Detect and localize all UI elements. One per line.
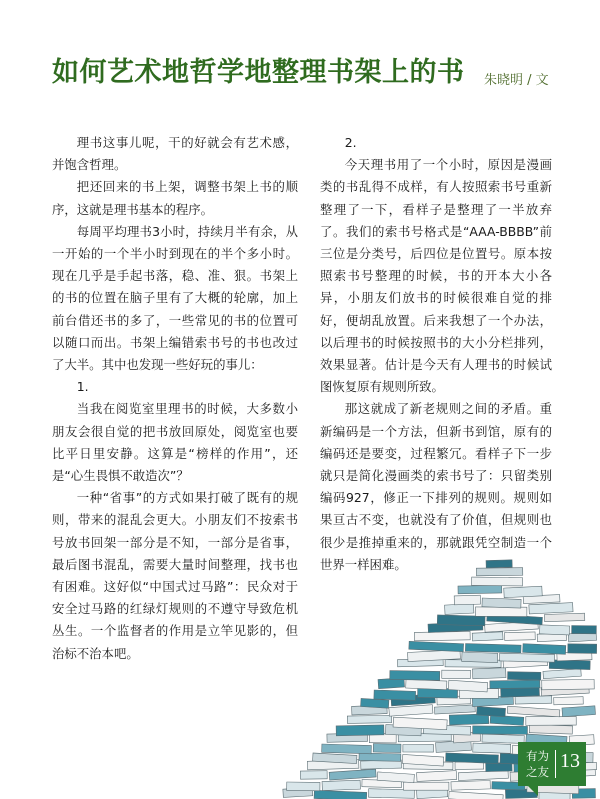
book-shape (549, 660, 590, 670)
paragraph: 理书这事儿呢，干的好就会有艺术感，并饱含哲理。 (52, 135, 298, 173)
book-shape (347, 715, 391, 723)
book-shape (507, 706, 560, 717)
book-shape (434, 705, 475, 714)
book-shape (529, 725, 572, 735)
book-shape (544, 613, 584, 621)
right-column (320, 132, 552, 576)
book-shape (473, 743, 511, 753)
book-shape (476, 568, 522, 576)
book-shape (403, 745, 434, 753)
book-shape (472, 632, 503, 641)
book-shape (406, 679, 447, 689)
book-shape (451, 780, 490, 790)
book-shape (361, 698, 389, 708)
book-shape (465, 644, 521, 653)
section-number: 2. (344, 135, 357, 150)
article-author: 朱晓明 / 文 (484, 73, 549, 88)
book-shape (542, 679, 595, 689)
book-shape (490, 715, 524, 725)
badge-divider (555, 750, 556, 778)
book-shape (300, 771, 327, 780)
book-shape (490, 680, 540, 688)
book-shape (515, 696, 552, 704)
book-shape (336, 725, 384, 736)
book-shape (446, 753, 499, 764)
book-shape (482, 598, 521, 608)
paragraph: 那这就成了新老规则之间的矛盾。重新编码是一个方法，但新书到馆，原有的编码还是要变，过程繁冗。看样子下一步就只是简化漫画类的索书号了：只留类别编码927，修正一下排列的规则。规则如果亘古不变，也就没有了价值，但规则也很少是推掉重来的，那就跟凭空制造一个世界一样困难。 (320, 401, 552, 572)
book-shape (445, 604, 474, 615)
book-shape (526, 716, 576, 725)
book-shape (543, 669, 581, 679)
book-shape (499, 653, 554, 662)
book-shape (540, 625, 570, 635)
book-shape (314, 790, 367, 799)
book-shape (529, 603, 573, 614)
paragraph: 把还回来的书上架，调整书架上书的顺序，这就是理书基本的程序。 (52, 179, 298, 217)
book-shape (523, 644, 566, 655)
book-shape (554, 697, 584, 705)
paragraph: 当我在阅览室里理书的时候，大多数小朋友会很自觉的把书放回原处，阅览室也要比平日里安静。这算是“榜样的作用”，还是“心生畏惧不敢造次”？ (52, 401, 298, 484)
article-title: 如何艺术地哲学地整理书架上的书 (52, 57, 465, 88)
book-shape (322, 780, 360, 790)
book-shape (472, 668, 506, 679)
book-shape (442, 670, 471, 678)
book-shape (287, 782, 320, 791)
book-shape (389, 705, 433, 717)
book-shape (322, 744, 372, 754)
book-shape (458, 585, 502, 594)
section-number: 1. (76, 379, 89, 395)
paragraph: 每周平均理书3小时，持续月半有余，从一开始的一个半小时到现在的半个多小时。现在几乎是手起书落，稳、准、狠。书架上的书的位置在脑子里有了大概的轮廓，加上前台借还书的多了，一些常见的书的位置可以随口而出。书架上编错索书号的书也改过了大半。其中也发现一些好玩的事儿： (52, 223, 298, 373)
book-shape (329, 769, 376, 780)
book-shape (390, 671, 440, 681)
book-shape (477, 707, 506, 717)
page-badge (518, 742, 586, 786)
book-shape (472, 577, 523, 586)
book-shape (562, 706, 596, 717)
book-shape (462, 652, 498, 663)
book-shape (404, 782, 449, 790)
book-shape (473, 726, 528, 734)
magazine-name: 有为之友 (526, 749, 549, 779)
book-shape (508, 672, 541, 680)
page-number: 13 (560, 750, 580, 772)
book-shape (486, 560, 512, 568)
paragraph: 一种“省事”的方式如果打破了既有的规则，带来的混乱会更大。小朋友们不按索书号放书回架一部分是不知，一部分是省事，最后图书混乱，需要大量时间整理，找书也有困难。这好似“中国式过马路”：民众对于安全过马路的红绿灯规则的不遵守导致危机丛生。一个监督者的作用是立竿见影的，但治标不治本吧。 (52, 490, 298, 661)
book-shape (568, 644, 597, 654)
book-shape (409, 641, 464, 651)
book-shape (373, 744, 401, 753)
book-shape (504, 586, 543, 597)
book-shape (414, 631, 470, 640)
book-shape (454, 595, 480, 605)
book-shape (417, 771, 457, 782)
book-shape (449, 791, 504, 799)
book-shape (505, 632, 536, 640)
book-shape (374, 690, 416, 700)
book-shape (458, 770, 508, 780)
book-shape (572, 625, 597, 633)
book-shape (359, 753, 401, 761)
paragraph: 今天理书用了一个小时，原因是漫画类的书乱得不成样，有人按照索书号重新整理了一下，看样子是整理了一半放弃了。我们的索书号格式是“AAA-BBBB”前三位是分类号，后四位是位置号。原本按照索书号整理的时候，书的开本大小各异，小朋友们放书的时候很难自觉的排好，便胡乱放置。后来我想了一个办法，以后理书的时候按照书的大小分栏排列，效果显著。估计是今天有人理书的时候试图恢复原有规则所致。 (320, 157, 552, 395)
